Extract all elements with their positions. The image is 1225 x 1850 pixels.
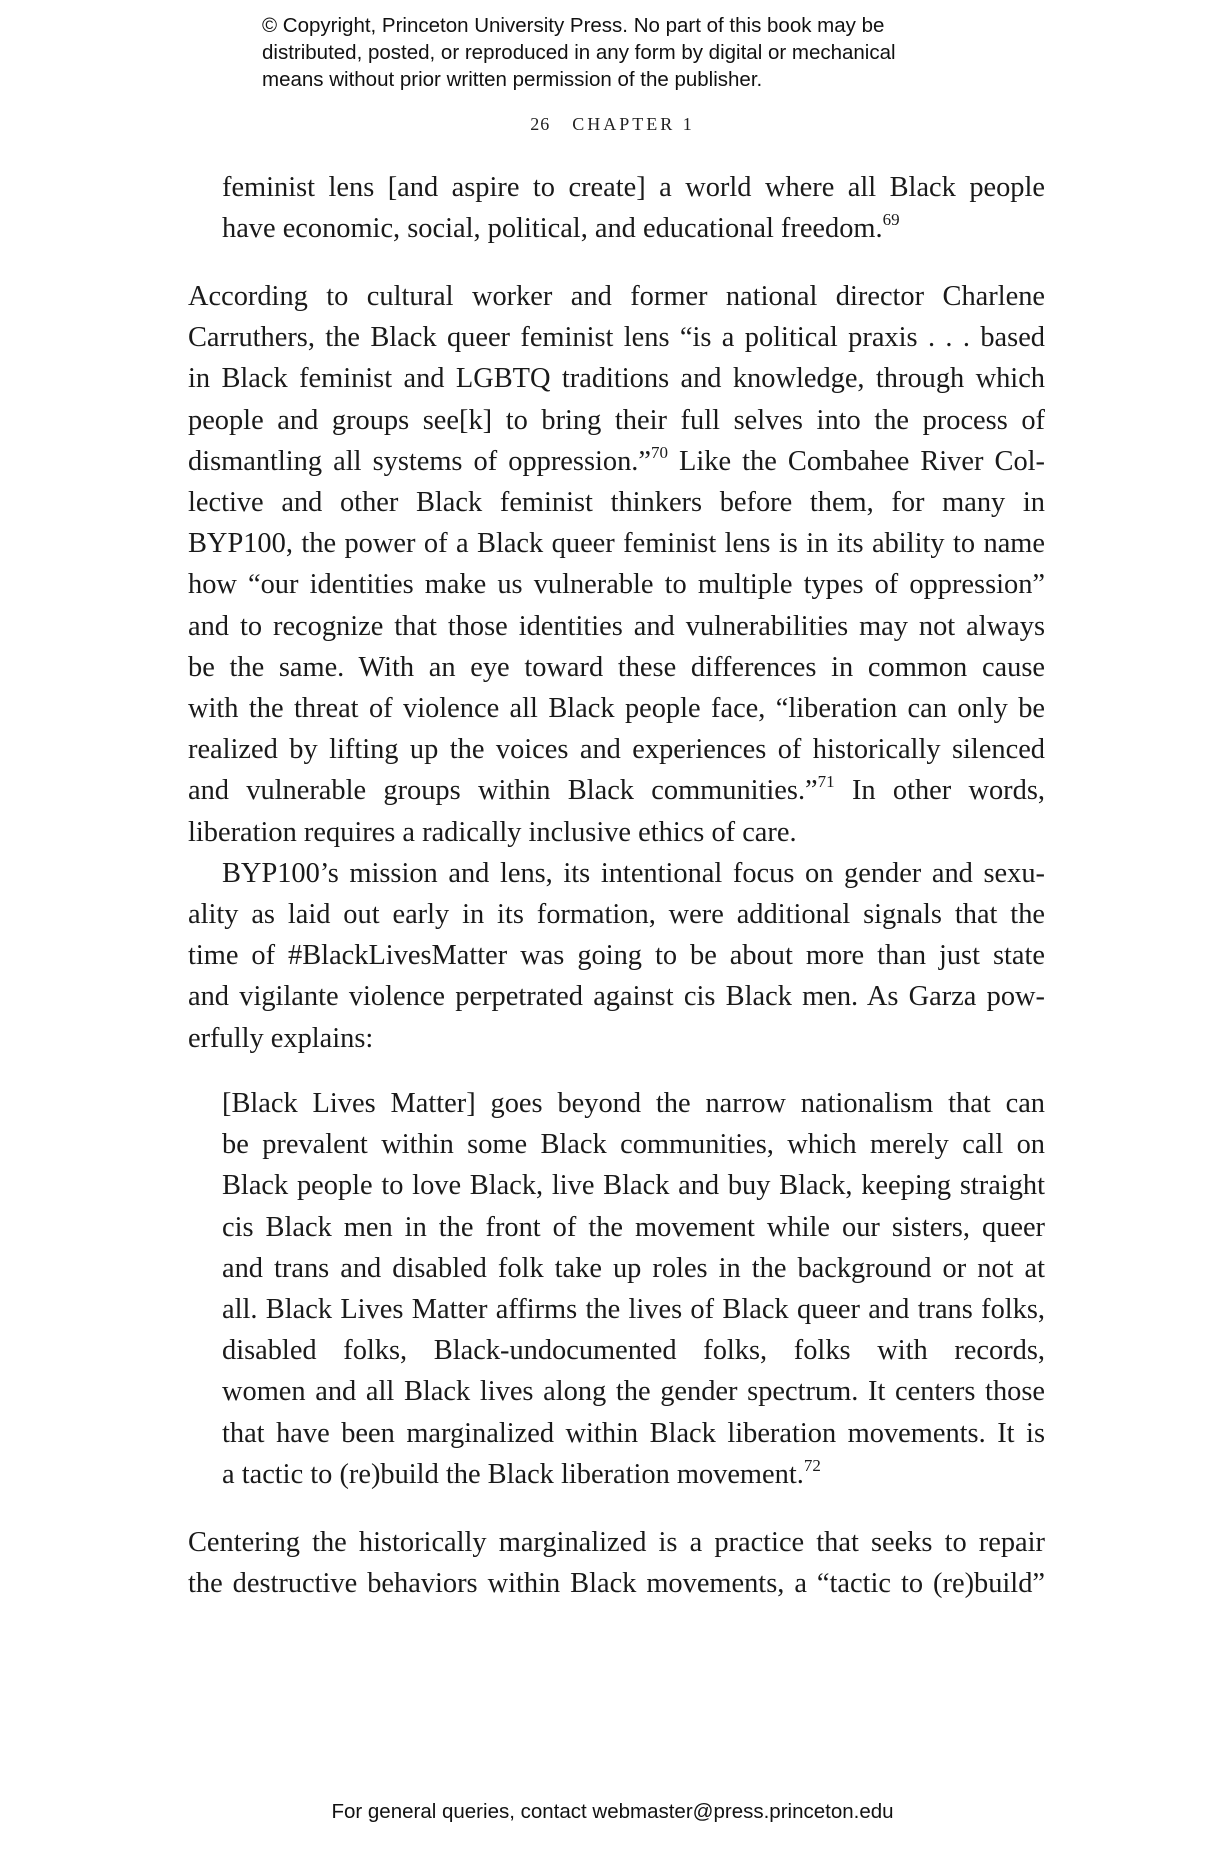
- text-line: BYP100’s mission and lens, its intentional focus on gender and sexu-: [222, 857, 1045, 889]
- text-line: in Black feminist and LGBTQ traditions and knowledge, through which: [188, 363, 1045, 395]
- text-line: BYP100, the power of a Black queer feminist lens is in its ability to name: [188, 528, 1045, 560]
- text-line: with the threat of violence all Black people face, “liberation can only be: [188, 693, 1045, 725]
- text-line: that have been marginalized within Black liberation movements. It is: [222, 1417, 1045, 1449]
- block-quote-garza: [222, 1083, 1045, 1495]
- chapter-label: CHAPTER 1: [572, 114, 695, 134]
- text-segment: have economic, social, political, and educational freedom.: [222, 213, 883, 245]
- text-line: all. Black Lives Matter affirms the lives of Black queer and trans folks,: [222, 1294, 1045, 1326]
- text-line: and trans and disabled folk take up roles in the background or not at: [222, 1252, 1045, 1284]
- text-line: erfully explains:: [188, 1022, 374, 1054]
- text-line: realized by lifting up the voices and experiences of historically silenced: [188, 734, 1045, 766]
- text-line: the destructive behaviors within Black movements, a “tactic to (re)build”: [188, 1568, 1045, 1600]
- text-segment: Like the Combahee River Col-: [667, 445, 1045, 477]
- text-line: Carruthers, the Black queer feminist lens “is a political praxis . . . based: [188, 322, 1045, 354]
- footnote-ref: 70: [650, 442, 668, 462]
- text-line: how “our identities make us vulnerable to multiple types of oppression”: [188, 569, 1045, 601]
- footer-contact: For general queries, contact webmaster@press.princeton.edu: [331, 1800, 894, 1823]
- text-line: disabled folks, Black-undocumented folks, folks with records,: [222, 1335, 1045, 1367]
- footnote-ref: 72: [803, 1455, 821, 1475]
- footnote-ref: 69: [882, 210, 900, 230]
- running-head: [0, 114, 1225, 135]
- text-line: ality as laid out early in its formation, were additional signals that the: [188, 899, 1045, 931]
- body-paragraph-3: [188, 1522, 1045, 1604]
- text-line: be prevalent within some Black communities, which merely call on: [222, 1129, 1045, 1161]
- body-paragraph-1: [188, 276, 1045, 1059]
- text-line: [188, 770, 1045, 811]
- text-segment: dismantling all systems of oppression.”: [188, 445, 651, 477]
- copyright-line: means without prior written permission of the publisher.: [262, 68, 763, 91]
- text-segment: and vulnerable groups within Black communities.”: [188, 775, 818, 807]
- footnote-ref: 71: [817, 772, 835, 792]
- page-number: 26: [530, 114, 551, 134]
- block-quote-continuation: [222, 167, 1045, 249]
- text-line: Centering the historically marginalized is a practice that seeks to repair: [188, 1527, 1045, 1558]
- text-line: liberation requires a radically inclusive ethics of care.: [188, 816, 797, 848]
- text-segment: In other words,: [834, 775, 1045, 807]
- text-line: According to cultural worker and former national director Charlene: [188, 281, 1045, 312]
- text-line: women and all Black lives along the gender spectrum. It centers those: [222, 1376, 1045, 1408]
- text-line: lective and other Black feminist thinkers before them, for many in: [188, 487, 1045, 519]
- text-line: feminist lens [and aspire to create] a world where all Black people: [222, 172, 1045, 203]
- copyright-line: distributed, posted, or reproduced in any form by digital or mechanical: [262, 41, 896, 64]
- text-line: people and groups see[k] to bring their full selves into the process of: [188, 404, 1045, 436]
- text-line: and to recognize that those identities and vulnerabilities may not always: [188, 610, 1045, 642]
- text-segment: a tactic to (re)build the Black liberation movement.: [222, 1458, 804, 1490]
- text-line: be the same. With an eye toward these differences in common cause: [188, 651, 1045, 683]
- text-line: time of #BlackLivesMatter was going to be about more than just state: [188, 940, 1045, 972]
- text-line: [222, 1454, 1045, 1495]
- copyright-line: © Copyright, Princeton University Press. No part of this book may be: [262, 14, 885, 37]
- text-line: [222, 208, 1045, 249]
- text-line: Black people to love Black, live Black and buy Black, keeping straight: [222, 1170, 1045, 1202]
- copyright-notice: [262, 12, 1022, 93]
- text-line: [Black Lives Matter] goes beyond the narrow nationalism that can: [222, 1088, 1045, 1119]
- text-line: and vigilante violence perpetrated against cis Black men. As Garza pow-: [188, 981, 1045, 1013]
- text-line: cis Black men in the front of the movement while our sisters, queer: [222, 1211, 1045, 1243]
- text-line: [188, 441, 1045, 482]
